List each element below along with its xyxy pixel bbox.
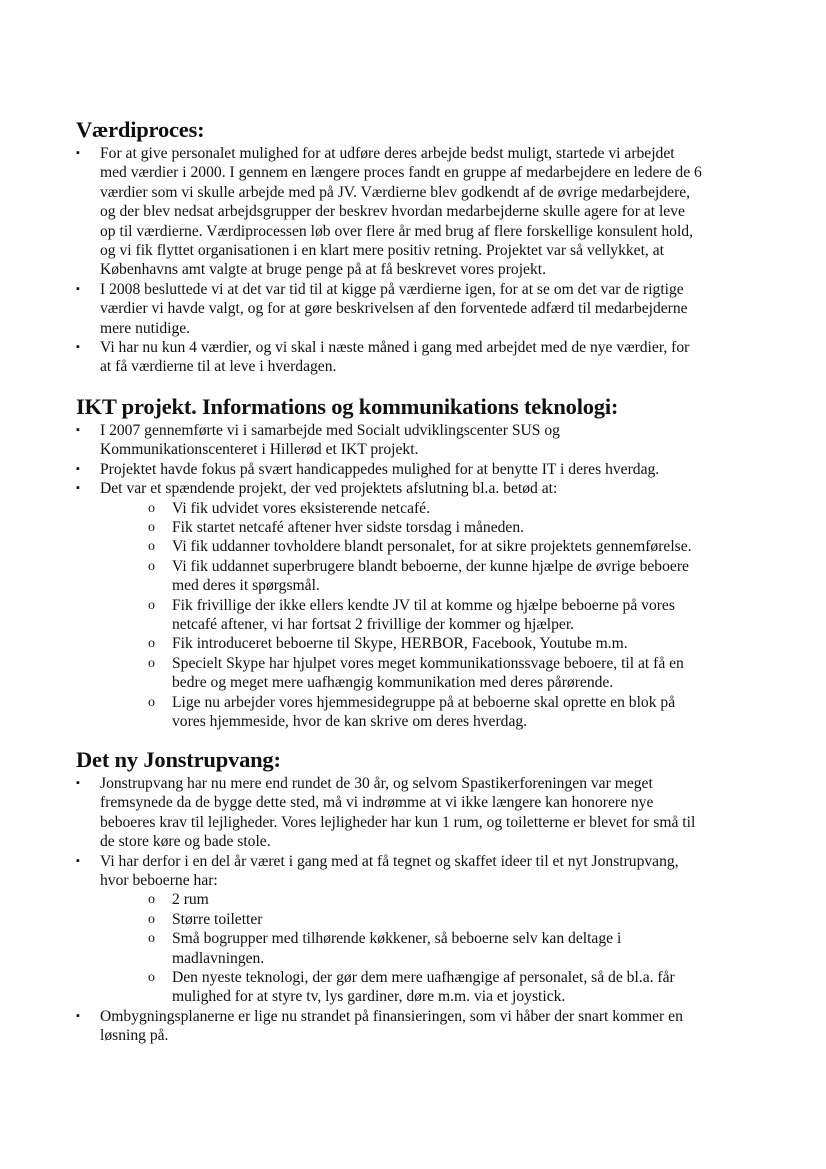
text-line: Lige nu arbejder vores hjemmesidegruppe på at beboerne skal oprette en blok på <box>172 693 676 711</box>
section-det-ny-jonstrupvang <box>76 747 776 1046</box>
text-line: For at give personalet mulighed for at udføre deres arbejde bedst muligt, startede vi arbejdet <box>100 145 675 162</box>
square-bullet-icon: ▪ <box>76 341 80 354</box>
text-line: mulighed for at styre tv, lys gardiner, døre m.m. via et joystick. <box>172 988 566 1006</box>
text-line: Vi har nu kun 4 værdier, og vi skal i næste måned i gang med arbejdet med de nye værdier, for <box>100 339 690 357</box>
section-ikt-projekt <box>76 394 776 732</box>
text-line: Det var et spændende projekt, der ved projektets afslutning bl.a. betød at: <box>100 480 558 498</box>
text-line: Små bogrupper med tilhørende køkkener, så beboerne selv kan deltage i <box>172 930 622 948</box>
sub-bullet-item <box>76 910 776 929</box>
text-line: op til værdierne. Værdiprocessen løb over flere år med brug af flere forskellige konsulent hold, <box>100 222 693 240</box>
circle-bullet-icon: o <box>148 911 155 927</box>
sub-bullet-item <box>76 596 776 635</box>
bullet-item <box>76 421 776 460</box>
sub-bullet-item <box>76 929 776 968</box>
text-line: I 2007 gennemførte vi i samarbejde med Socialt udviklingscenter SUS og <box>100 422 560 439</box>
text-line: Jonstrupvang har nu mere end rundet de 30 år, og selvom Spastikerforeningen var meget <box>100 775 653 792</box>
text-line: Vi fik uddannet superbrugere blandt beboerne, der kunne hjælpe de øvrige beboere <box>172 557 689 575</box>
circle-bullet-icon: o <box>148 970 155 986</box>
square-bullet-icon: ▪ <box>76 854 80 867</box>
text-line: Fik startet netcafé aftener hver sidste torsdag i måneden. <box>172 519 525 537</box>
circle-bullet-icon: o <box>148 520 155 536</box>
text-line: Specielt Skype har hjulpet vores meget kommunikationssvage beboere, til at få en <box>172 654 684 672</box>
text-line: beboeres krav til lejligheder. Vores lejligheder har kun 1 rum, og toiletterne er blevet for små til <box>100 813 696 831</box>
sub-bullet-item <box>76 693 776 732</box>
text-line: netcafé aftener, vi har fortsat 2 frivillige der kommer og hjælper. <box>172 616 575 634</box>
sub-bullet-item <box>76 890 776 909</box>
text-line: Den nyeste teknologi, der gør dem mere uafhængige af personalet, så de bl.a. får <box>172 969 675 987</box>
circle-bullet-icon: o <box>148 539 155 555</box>
section-heading: Det ny Jonstrupvang: <box>76 747 281 772</box>
bullet-item <box>76 774 776 852</box>
text-line: fremsynede da de bygge dette sted, må vi indrømme at vi ikke længere kan honorere nye <box>100 794 654 812</box>
bullet-item <box>76 338 776 377</box>
sub-bullet-item <box>76 968 776 1007</box>
sub-bullet-item <box>76 537 776 556</box>
text-line: Fik introduceret beboerne til Skype, HERBOR, Facebook, Youtube m.m. <box>172 635 628 653</box>
text-line: løsning på. <box>100 1027 169 1045</box>
text-line: madlavningen. <box>172 949 265 967</box>
text-line: med værdier i 2000. I gennem en længere proces fandt en gruppe af medarbejdere en ledere de 6 <box>100 164 702 182</box>
square-bullet-icon: ▪ <box>76 482 80 495</box>
text-line: I 2008 besluttede vi at det var tid til at kigge på værdierne igen, for at se om det var de rigtige <box>100 280 684 298</box>
section-vaerdiproces <box>76 117 776 377</box>
sub-bullet-item <box>76 518 776 537</box>
circle-bullet-icon: o <box>148 655 155 671</box>
square-bullet-icon: ▪ <box>76 777 80 789</box>
square-bullet-icon: ▪ <box>76 1009 80 1022</box>
square-bullet-icon: ▪ <box>76 282 80 295</box>
text-line: Vi fik uddanner tovholdere blandt personalet, for at sikre projektets gennemførelse. <box>172 538 692 556</box>
text-line: Større toiletter <box>172 910 263 928</box>
text-line: Vi fik udvidet vores eksisterende netcafé. <box>172 499 430 517</box>
text-line: vores hjemmeside, hvor de kan skrive om deres hverdag. <box>172 713 528 731</box>
circle-bullet-icon: o <box>148 597 155 613</box>
square-bullet-icon: ▪ <box>76 424 80 436</box>
circle-bullet-icon: o <box>148 500 155 516</box>
text-line: de store køre og bade stole. <box>100 833 271 851</box>
circle-bullet-icon: o <box>148 636 155 652</box>
text-line: værdier som vi skulle arbejde med på JV. Værdierne blev godkendt af de øvrige medarbejdere, <box>100 183 691 201</box>
sub-bullet-item <box>76 654 776 693</box>
text-line: og der blev nedsat arbejdsgrupper der beskrev hvordan medarbejderne skulle agere for at leve <box>100 203 685 221</box>
text-line: Kommunikationscenteret i Hillerød et IKT projekt. <box>100 441 419 459</box>
text-line: Ombygningsplanerne er lige nu strandet på finansieringen, som vi håber der snart kommer en <box>100 1007 683 1025</box>
section-heading: IKT projekt. Informations og kommunikations teknologi: <box>76 394 619 419</box>
bullet-item <box>76 144 776 280</box>
sub-bullet-item <box>76 499 776 518</box>
bullet-item <box>76 852 776 891</box>
circle-bullet-icon: o <box>148 694 155 710</box>
square-bullet-icon: ▪ <box>76 147 80 159</box>
text-line: Projektet havde fokus på svært handicappedes mulighed for at benytte IT i deres hverdag. <box>100 460 660 478</box>
circle-bullet-icon: o <box>148 892 155 908</box>
square-bullet-icon: ▪ <box>76 462 80 475</box>
circle-bullet-icon: o <box>148 558 155 574</box>
bullet-item <box>76 1007 776 1046</box>
sub-bullet-item <box>76 634 776 653</box>
text-line: mere nutidige. <box>100 319 191 337</box>
text-line: Vi har derfor i en del år været i gang med at få tegnet og skaffet ideer til et nyt Jonstrupvang, <box>100 852 679 870</box>
text-line: at få værdierne til at leve i hverdagen. <box>100 358 337 376</box>
text-line: hvor beboerne har: <box>100 872 218 890</box>
text-line: værdier vi havde valgt, og for at gøre beskrivelsen af den forventede adfærd til medarbejderne <box>100 300 688 318</box>
text-line: med deres it spørgsmål. <box>172 577 320 595</box>
bullet-item <box>76 460 776 479</box>
bullet-item <box>76 280 776 338</box>
text-line: Fik frivillige der ikke ellers kendte JV til at komme og hjælpe beboerne på vores <box>172 596 675 614</box>
text-line: og vi fik flyttet organisationen i en klart mere positiv retning. Projektet var så vellykket, at <box>100 242 664 260</box>
text-line: Københavns amt valgte at bruge penge på at få beskrevet vores projekt. <box>100 261 546 279</box>
bullet-item <box>76 479 776 498</box>
text-line: 2 rum <box>172 891 209 909</box>
circle-bullet-icon: o <box>148 931 155 947</box>
text-line: bedre og meget mere uafhængig kommunikation med deres pårørende. <box>172 674 614 692</box>
section-heading: Værdiproces: <box>76 117 205 142</box>
sub-bullet-item <box>76 557 776 596</box>
